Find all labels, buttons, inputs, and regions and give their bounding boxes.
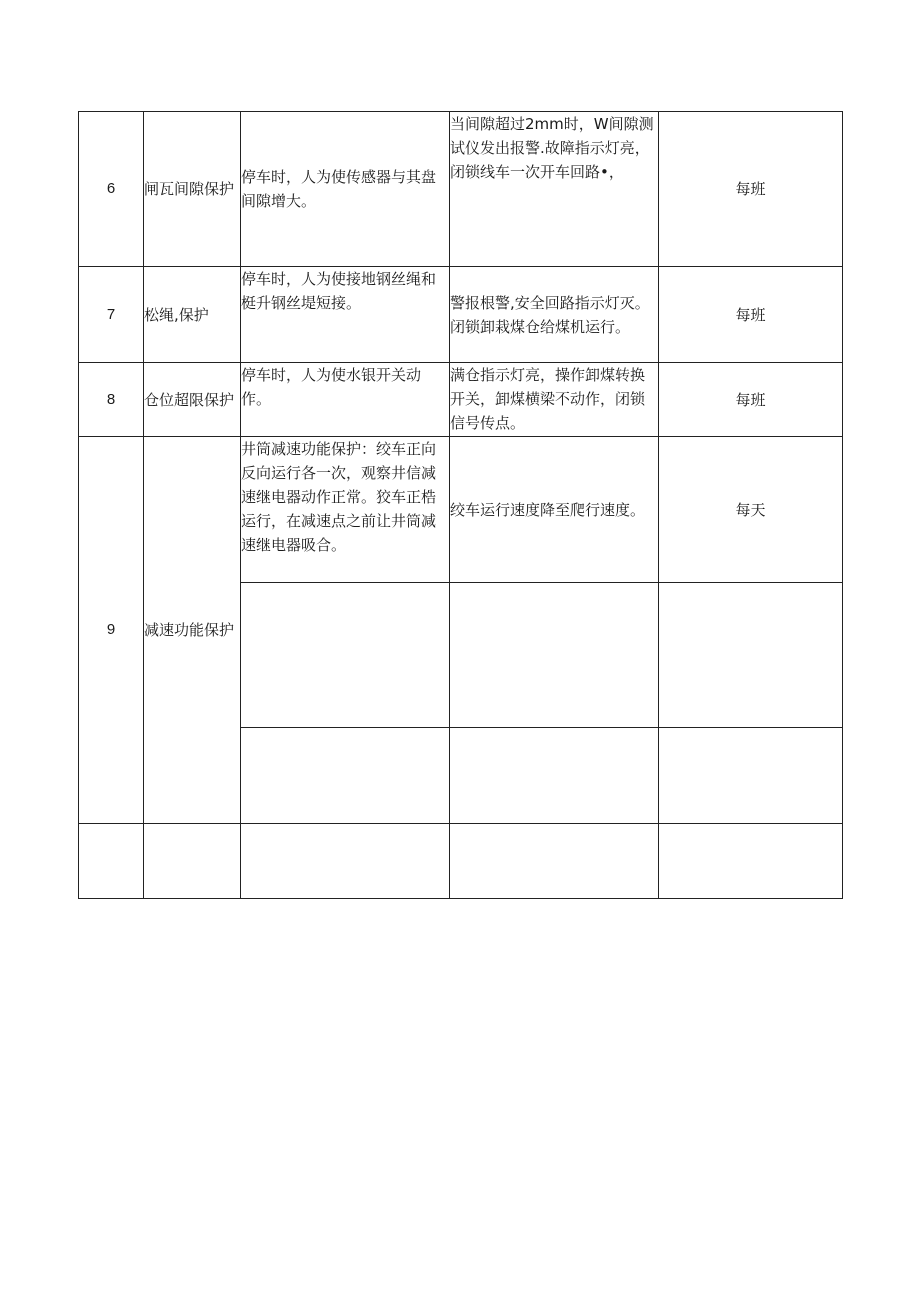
test-result: [450, 267, 659, 363]
test-result-text: 警报根警,安全回路指示灯灭。闭锁卸栽煤仓给煤机运行。: [450, 293, 650, 336]
test-method: [241, 437, 450, 583]
test-frequency: 每天: [659, 437, 843, 583]
test-result-text: 绞车运行速度降至爬行速度。: [450, 500, 646, 519]
test-result-text: 满仓指示灯亮，操作卸煤转换开关，卸煤横梁不动作，闭锁信号传点。: [450, 366, 646, 432]
item-name: [144, 112, 241, 267]
table-row: [79, 112, 843, 267]
test-method-text: 停车时，人为使接地钢丝绳和梃升钢丝堤短接。: [241, 270, 437, 312]
test-frequency: 每班: [659, 363, 843, 437]
empty-cell: [659, 583, 843, 728]
item-name: [144, 437, 241, 824]
empty-cell: [450, 728, 659, 824]
test-method: [241, 112, 450, 267]
test-frequency: 每班: [659, 112, 843, 267]
table-row: [79, 363, 843, 437]
row-number: 7: [79, 267, 144, 363]
empty-cell: [450, 824, 659, 899]
empty-cell: [241, 583, 450, 728]
test-method-text: 停车时，人为使水银开关动作。: [241, 366, 422, 408]
empty-cell: [241, 728, 450, 824]
test-method-text: 井筒减速功能保护：绞车正向反向运行各一次，观察井信减速继电器动作正常。狡车正梏运行，在减速点之前让井筒减速继电器吸合。: [241, 440, 437, 554]
inspection-table: [78, 111, 843, 899]
empty-cell: [79, 824, 144, 899]
item-name-text: 减速功能保护: [144, 621, 235, 639]
row-number: 8: [79, 363, 144, 437]
item-name-text: 仓位超限保护: [144, 390, 235, 409]
empty-cell: [659, 728, 843, 824]
test-result-text: 当间隙超过2mm时，W间隙测试仪发出报警.故障指示灯亮，闭锁线车一次开车回路•，: [450, 115, 654, 181]
row-number: 6: [79, 112, 144, 267]
test-result: [450, 363, 659, 437]
test-method: [241, 363, 450, 437]
table-row-empty: [79, 824, 843, 899]
test-result: [450, 112, 659, 267]
empty-cell: [659, 824, 843, 899]
empty-cell: [241, 824, 450, 899]
item-name-text: 松绳,保护: [144, 305, 209, 324]
table-row: [79, 267, 843, 363]
item-name: [144, 363, 241, 437]
test-method: [241, 267, 450, 363]
test-method-text: 停车时，人为使传感器与其盘间隙增大。: [241, 168, 437, 210]
table-row: [79, 437, 843, 583]
test-result: [450, 437, 659, 583]
test-frequency: 每班: [659, 267, 843, 363]
item-name: [144, 267, 241, 363]
item-name-text: 闸瓦间隙保护: [144, 180, 235, 198]
empty-cell: [144, 824, 241, 899]
row-number: 9: [79, 437, 144, 824]
empty-cell: [450, 583, 659, 728]
